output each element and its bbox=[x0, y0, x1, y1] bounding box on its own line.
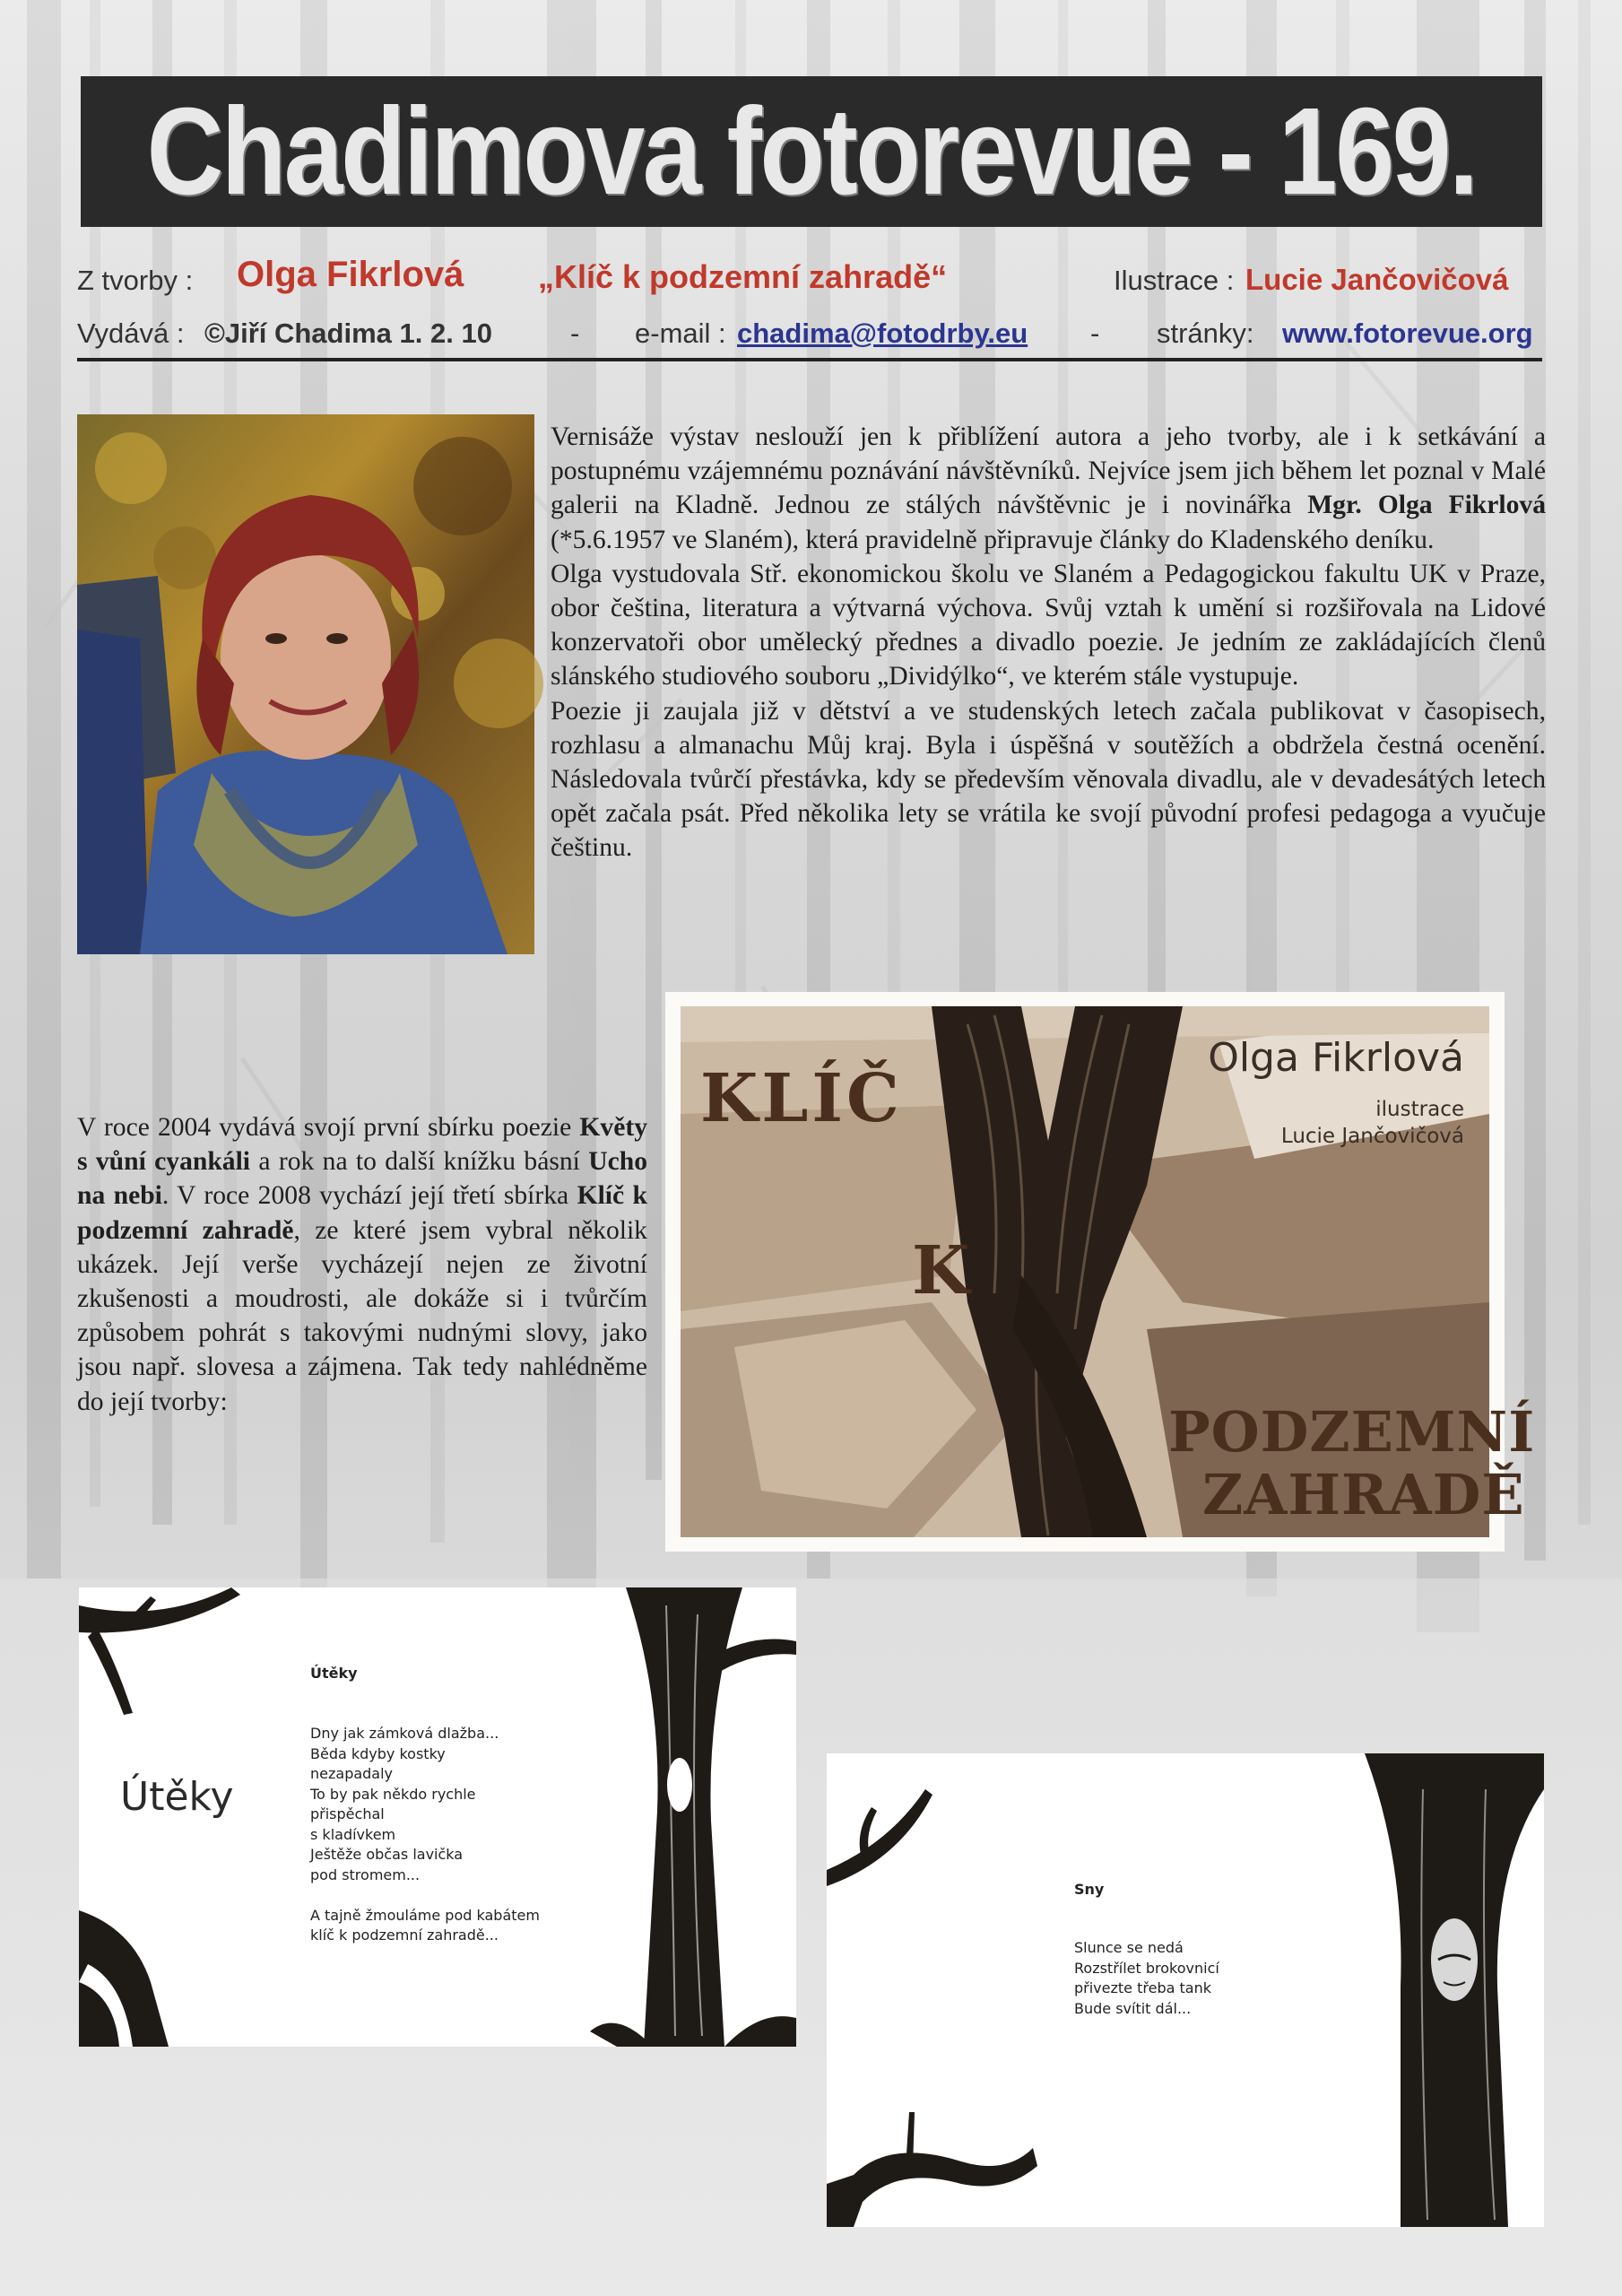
cover-illustrator: Lucie Jančovičová bbox=[1280, 1125, 1464, 1148]
poem-title: Útěky bbox=[310, 1665, 358, 1682]
website-link[interactable]: www.fotorevue.org bbox=[1282, 317, 1533, 349]
credits-line bbox=[77, 255, 1542, 305]
poem-text: Slunce se nedá Rozstřílet brokovnicí přivezte třeba tank Bude svítit dál... bbox=[1074, 1939, 1219, 2017]
header-banner bbox=[81, 76, 1542, 227]
tvorby-label: Z tvorby : bbox=[77, 265, 194, 296]
cover-word-k: K bbox=[912, 1232, 970, 1309]
author-name: Olga Fikrlová bbox=[237, 255, 464, 294]
author-portrait-photo bbox=[77, 414, 534, 954]
illustrator-name: Lucie Jančovičová bbox=[1245, 263, 1509, 296]
separator: - bbox=[1090, 317, 1100, 349]
intro-paragraph: Poezie ji zaujala již v dětství a ve studenských letech začala publikovat v časopisech, rozhlasu a almanachu Můj kraj. Byla i úspěšná v soutěžích a obdržela čestná ocenění. Následovala tvůrčí přestávka, kdy se především věnovala divadlu, ale v devadesátých letech opět začala psát. Před několika lety se vrátila ke svojí původní profesi pedagoga a vyučuje češtinu. bbox=[551, 696, 1546, 863]
cover-ill-label: ilustrace bbox=[1375, 1098, 1464, 1121]
cover-author: Olga Fikrlová bbox=[1208, 1035, 1464, 1081]
separator: - bbox=[570, 317, 580, 349]
collections-paragraph: V roce 2004 vydává svojí první sbírku poezie Květy s vůní cyankáli a rok na to další knížku básní Ucho na nebi. V roce 2008 vychází její třetí sbírka Klíč k podzemní zahradě, ze které jsem vybral několik ukázek. Její verše vycházejí nejen ze životní zkušenosti a moudrosti, ale dokáže si i tvůrčím způsobem pohrát s takovými nudnými slovy, jako jsou např. slovesa a zájmena. Tak tedy nahlédněme do její tvorby: bbox=[77, 1113, 647, 1416]
web-label: stránky: bbox=[1157, 317, 1254, 349]
book-title: „Klíč k podzemní zahradě“ bbox=[538, 258, 948, 295]
poem-big-title: Útěky bbox=[120, 1774, 234, 1820]
intro-paragraph: Olga vystudovala Stř. ekonomickou školu ve Slaném a Pedagogickou fakultu UK v Praze, obor čeština, literatura a výtvarná výchova. Svůj vztah k umění si rozšiřovala na Lidové konzervatoři obor umělecký přednes a divadlo poezie. Je jedním ze zakládajících členů slánského studiového souboru „Dividýlko“, ve kterém stále vystupuje. bbox=[551, 559, 1546, 691]
poem-card-uteky bbox=[79, 1587, 796, 2047]
email-label: e-mail : bbox=[635, 317, 726, 349]
email-link[interactable]: chadima@fotodrby.eu bbox=[737, 317, 1028, 349]
poem-title: Sny bbox=[1074, 1881, 1105, 1898]
page-title: Chadimova fotorevue - 169. bbox=[146, 82, 1477, 221]
cover-word-zahrade: ZAHRADĚ bbox=[1202, 1462, 1525, 1527]
publisher-line bbox=[77, 314, 1542, 353]
collections-text bbox=[77, 1110, 647, 1419]
vydava-label: Vydává : bbox=[77, 317, 185, 349]
cover-word-klic: KLÍČ bbox=[700, 1060, 903, 1137]
intro-paragraph: Vernisáže výstav neslouží jen k přiblížení autora a jeho tvorby, ale i k setkávání a postupnému vzájemnému poznávání návštěvníků. Nejvíce jsem jich během let poznal v Malé galerii na Kladně. Jednou ze stálých návštěvnic je i novinářka Mgr. Olga Fikrlová (*5.6.1957 ve Slaném), která pravidelně připravuje články do Kladenského deníku. bbox=[551, 422, 1546, 554]
book-cover bbox=[665, 992, 1536, 1552]
cover-word-podzemni: PODZEMNÍ bbox=[1168, 1399, 1536, 1465]
intro-text bbox=[551, 420, 1546, 865]
author-bold: Mgr. Olga Fikrlová bbox=[1307, 491, 1546, 520]
header-rule bbox=[77, 358, 1542, 361]
poem-text: Dny jak zámková dlažba... Běda kdyby kostky nezapadaly To by pak někdo rychle přispěchal s kladívkem Ještěže občas lavička pod stromem... A tajně žmouláme pod kabátem klíč k podzemní zahradě... bbox=[310, 1725, 540, 1944]
publisher-info: ©Jiří Chadima 1. 2. 10 bbox=[204, 317, 492, 349]
ilustrace-label: Ilustrace : bbox=[1114, 265, 1235, 296]
poem-card-sny bbox=[827, 1753, 1544, 2227]
